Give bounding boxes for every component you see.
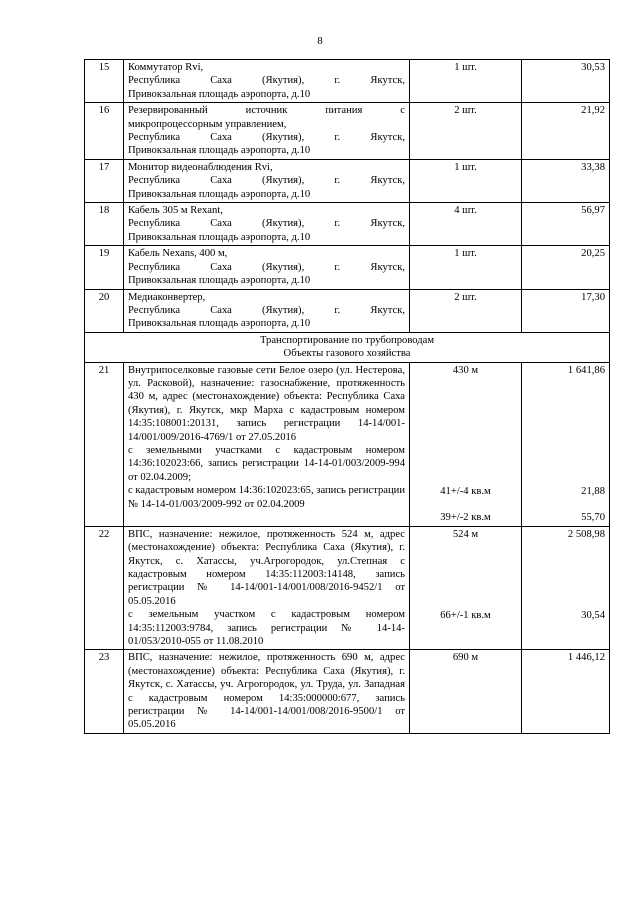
section-header [85,332,610,362]
table-row [85,289,610,332]
item-address: Республика Саха (Якутия), г. Якутск, [128,304,405,316]
object-length: 430 м [452,364,479,376]
item-name: Резервированный источник питания с [128,105,405,117]
assets-table [84,59,610,734]
row-number: 16 [85,103,124,160]
row-value [522,362,610,526]
land-plot-value: 55,70 [581,512,605,524]
object-length: 524 м [452,528,479,540]
section-header-row [85,332,610,362]
row-quantity: 1 шт. [410,60,522,103]
row-quantity: 4 шт. [410,203,522,246]
item-address: Республика Саха (Якутия), г. Якутск, [128,261,405,273]
item-address: Привокзальная площадь аэропорта, д.10 [128,188,311,200]
item-name: Кабель Nexans, 400 м, [128,248,228,260]
row-value [522,526,610,650]
land-plot-area: 39+/-2 кв.м [440,512,491,524]
row-quantity: 1 шт. [410,246,522,289]
land-plot-description: с земельными участками с кадастровым номером 14:36:102023:66, запись регистрации 14-14-01/003/2009-994 от 02.04.2009; [128,444,405,483]
row-quantity: 1 шт. [410,159,522,202]
item-address: Привокзальная площадь аэропорта, д.10 [128,231,311,243]
row-value: 56,97 [522,203,610,246]
row-value: 1 446,12 [522,650,610,733]
table-row [85,650,610,733]
table-row [85,203,610,246]
row-description [124,246,410,289]
object-description: ВПС, назначение: нежилое, протяженность 524 м, адрес (местонахождение) объекта: Республика Саха (Якутия), г. Якутск, с. Хатассы, уч.Агрогородок, ул.Степная с кадастровым номером 14:35:112003:14148, запись регистрации № 14-14/001-14/001/008/2016-9452/1 от 05.05.2016 [128,528,405,607]
row-value: 33,38 [522,159,610,202]
land-plot-area: 66+/-1 кв.м [440,610,491,622]
object-value: 1 641,86 [567,364,605,376]
row-quantity [410,526,522,650]
item-address: Республика Саха (Якутия), г. Якутск, [128,175,405,187]
row-number: 22 [85,526,124,650]
row-number: 21 [85,362,124,526]
row-description [124,526,410,650]
page-number: 8 [317,35,323,47]
row-value: 20,25 [522,246,610,289]
section-subtitle: Объекты газового хозяйства [283,348,411,360]
table-row [85,246,610,289]
section-title: Транспортирование по трубопроводам [259,334,435,346]
item-address: Привокзальная площадь аэропорта, д.10 [128,275,311,287]
row-value: 21,92 [522,103,610,160]
row-description [124,60,410,103]
item-address: Республика Саха (Якутия), г. Якутск, [128,132,405,144]
table-row [85,362,610,526]
row-value: 30,53 [522,60,610,103]
item-address: Привокзальная площадь аэропорта, д.10 [128,318,311,330]
row-number: 20 [85,289,124,332]
object-value: 2 508,98 [567,528,605,540]
table-row [85,159,610,202]
item-name: Кабель 305 м Rexant, [128,205,223,217]
land-plot-value: 21,88 [581,485,605,497]
row-quantity: 2 шт. [410,289,522,332]
row-value: 17,30 [522,289,610,332]
row-quantity: 690 м [410,650,522,733]
row-description [124,650,410,733]
item-address: Республика Саха (Якутия), г. Якутск, [128,75,405,87]
item-address: Республика Саха (Якутия), г. Якутск, [128,218,405,230]
item-name: Медиаконвертер, [128,291,206,303]
land-plot-value: 30,54 [581,610,605,622]
row-quantity: 2 шт. [410,103,522,160]
item-name: микропроцессорным управлением, [128,118,287,130]
table-row [85,526,610,650]
table-row [85,60,610,103]
item-name: Коммутатор Rvi, [128,62,204,73]
item-name: Монитор видеонаблюдения Rvi, [128,161,273,173]
object-description: Внутрипоселковые газовые сети Белое озеро (ул. Нестерова, ул. Расковой), назначение: газоснабжение, протяженность 430 м, адрес (местонахождение) объекта: Республика Саха (Якутия), г. Якутск, мкр Марха с кадастровым номером 14:35:108001:20131, запись регистрации 14-14/001-14/001/009/2016-4769/1 от 27.05.2016 [128,364,405,443]
land-plot-description: с земельным участком с кадастровым номером 14:35:112003:9784, запись регистрации № 14-14-01/053/2010-055 от 11.08.2010 [128,609,405,647]
row-description [124,103,410,160]
item-address: Привокзальная площадь аэропорта, д.10 [128,145,311,157]
land-plot-description: с кадастровым номером 14:36:102023:65, запись регистрации № 14-14-01/003/2009-992 от 02.04.2009 [128,485,406,510]
row-number: 23 [85,650,124,733]
row-quantity [410,362,522,526]
object-description: ВПС, назначение: нежилое, протяженность 690 м, адрес (местонахождение) объекта: Республика Саха (Якутия), г. Якутск, с. Хатассы, уч. Агрогородок, ул. Труда, ул. Западная с кадастровым номером 14:35:000000:677, запись регистрации № 14-14/001-14/001/008/2016-9500/1 от 05.05.2016 [128,652,405,731]
row-number: 15 [85,60,124,103]
row-description [124,203,410,246]
item-address: Привокзальная площадь аэропорта, д.10 [128,88,311,100]
row-description [124,289,410,332]
row-description [124,159,410,202]
row-number: 17 [85,159,124,202]
row-number: 18 [85,203,124,246]
land-plot-area: 41+/-4 кв.м [440,485,491,497]
table-row [85,103,610,160]
row-description [124,362,410,526]
row-number: 19 [85,246,124,289]
